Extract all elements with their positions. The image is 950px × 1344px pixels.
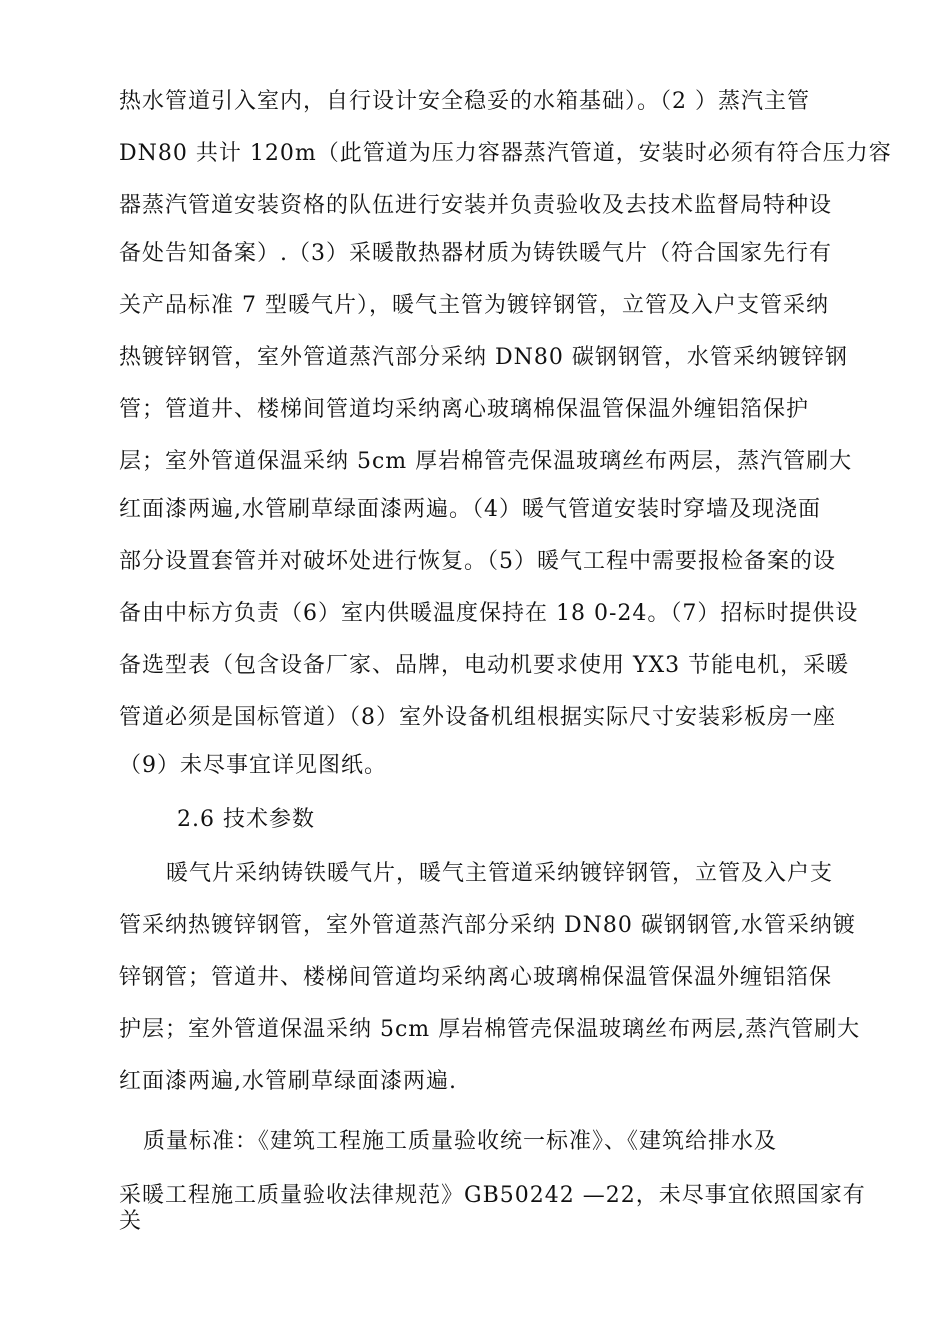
paragraph-line: 管；管道井、楼梯间管道均采纳离心玻璃棉保温管保温外缠铝箔保护: [119, 397, 810, 422]
paragraph-line: 暖气片采纳铸铁暖气片，暖气主管道采纳镀锌钢管，立管及入户支: [166, 861, 834, 886]
paragraph-line: 红面漆两遍,水管刷草绿面漆两遍.: [119, 1069, 457, 1094]
paragraph-line: 热水管道引入室内，自行设计安全稳妥的水箱基础）。（2 ）蒸汽主管: [119, 89, 810, 114]
paragraph-line: 器蒸汽管道安装资格的队伍进行安装并负责验收及去技术监督局特种设: [119, 193, 833, 218]
paragraph-line: 备处告知备案）.（3）采暖散热器材质为铸铁暖气片（符合国家先行有: [119, 241, 832, 266]
paragraph-line: 管道必须是国标管道）（8）室外设备机组根据实际尺寸安装彩板房一座: [119, 705, 836, 730]
paragraph-line: （9）未尽事宜详见图纸。: [119, 753, 387, 778]
paragraph-line: 热镀锌钢管，室外管道蒸汽部分采纳 DN80 碳钢钢管，水管采纳镀锌钢: [119, 345, 848, 370]
paragraph-line: 关产品标准 7 型暖气片），暖气主管为镀锌钢管，立管及入户支管采纳: [119, 293, 829, 318]
paragraph-line: 关: [119, 1209, 143, 1234]
paragraph-line: DN80 共计 120m（此管道为压力容器蒸汽管道，安装时必须有符合压力容: [119, 141, 892, 166]
paragraph-line: 备由中标方负责（6）室内供暖温度保持在 18 0-24。（7）招标时提供设: [119, 601, 859, 626]
paragraph-line: 护层；室外管道保温采纳 5cm 厚岩棉管壳保温玻璃丝布两层,蒸汽管刷大: [119, 1017, 861, 1042]
paragraph-line: 采暖工程施工质量验收法律规范》GB50242 —22，未尽事宜依照国家有: [119, 1183, 866, 1208]
section-heading: 2.6 技术参数: [177, 807, 315, 832]
paragraph-line: 管采纳热镀锌钢管，室外管道蒸汽部分采纳 DN80 碳钢钢管,水管采纳镀: [119, 913, 856, 938]
paragraph-line: 部分设置套管并对破坏处进行恢复。（5）暖气工程中需要报检备案的设: [119, 549, 836, 574]
paragraph-line: 锌钢管；管道井、楼梯间管道均采纳离心玻璃棉保温管保温外缠铝箔保: [119, 965, 833, 990]
paragraph-line: 层；室外管道保温采纳 5cm 厚岩棉管壳保温玻璃丝布两层，蒸汽管刷大: [119, 449, 853, 474]
paragraph-line: 备选型表（包含设备厂家、品牌，电动机要求使用 YX3 节能电机，采暖: [119, 653, 850, 678]
paragraph-line: 红面漆两遍,水管刷草绿面漆两遍。（4）暖气管道安装时穿墙及现浇面: [119, 497, 821, 522]
paragraph-line: 质量标准：《建筑工程施工质量验收统一标准》、《建筑给排水及: [143, 1129, 778, 1154]
